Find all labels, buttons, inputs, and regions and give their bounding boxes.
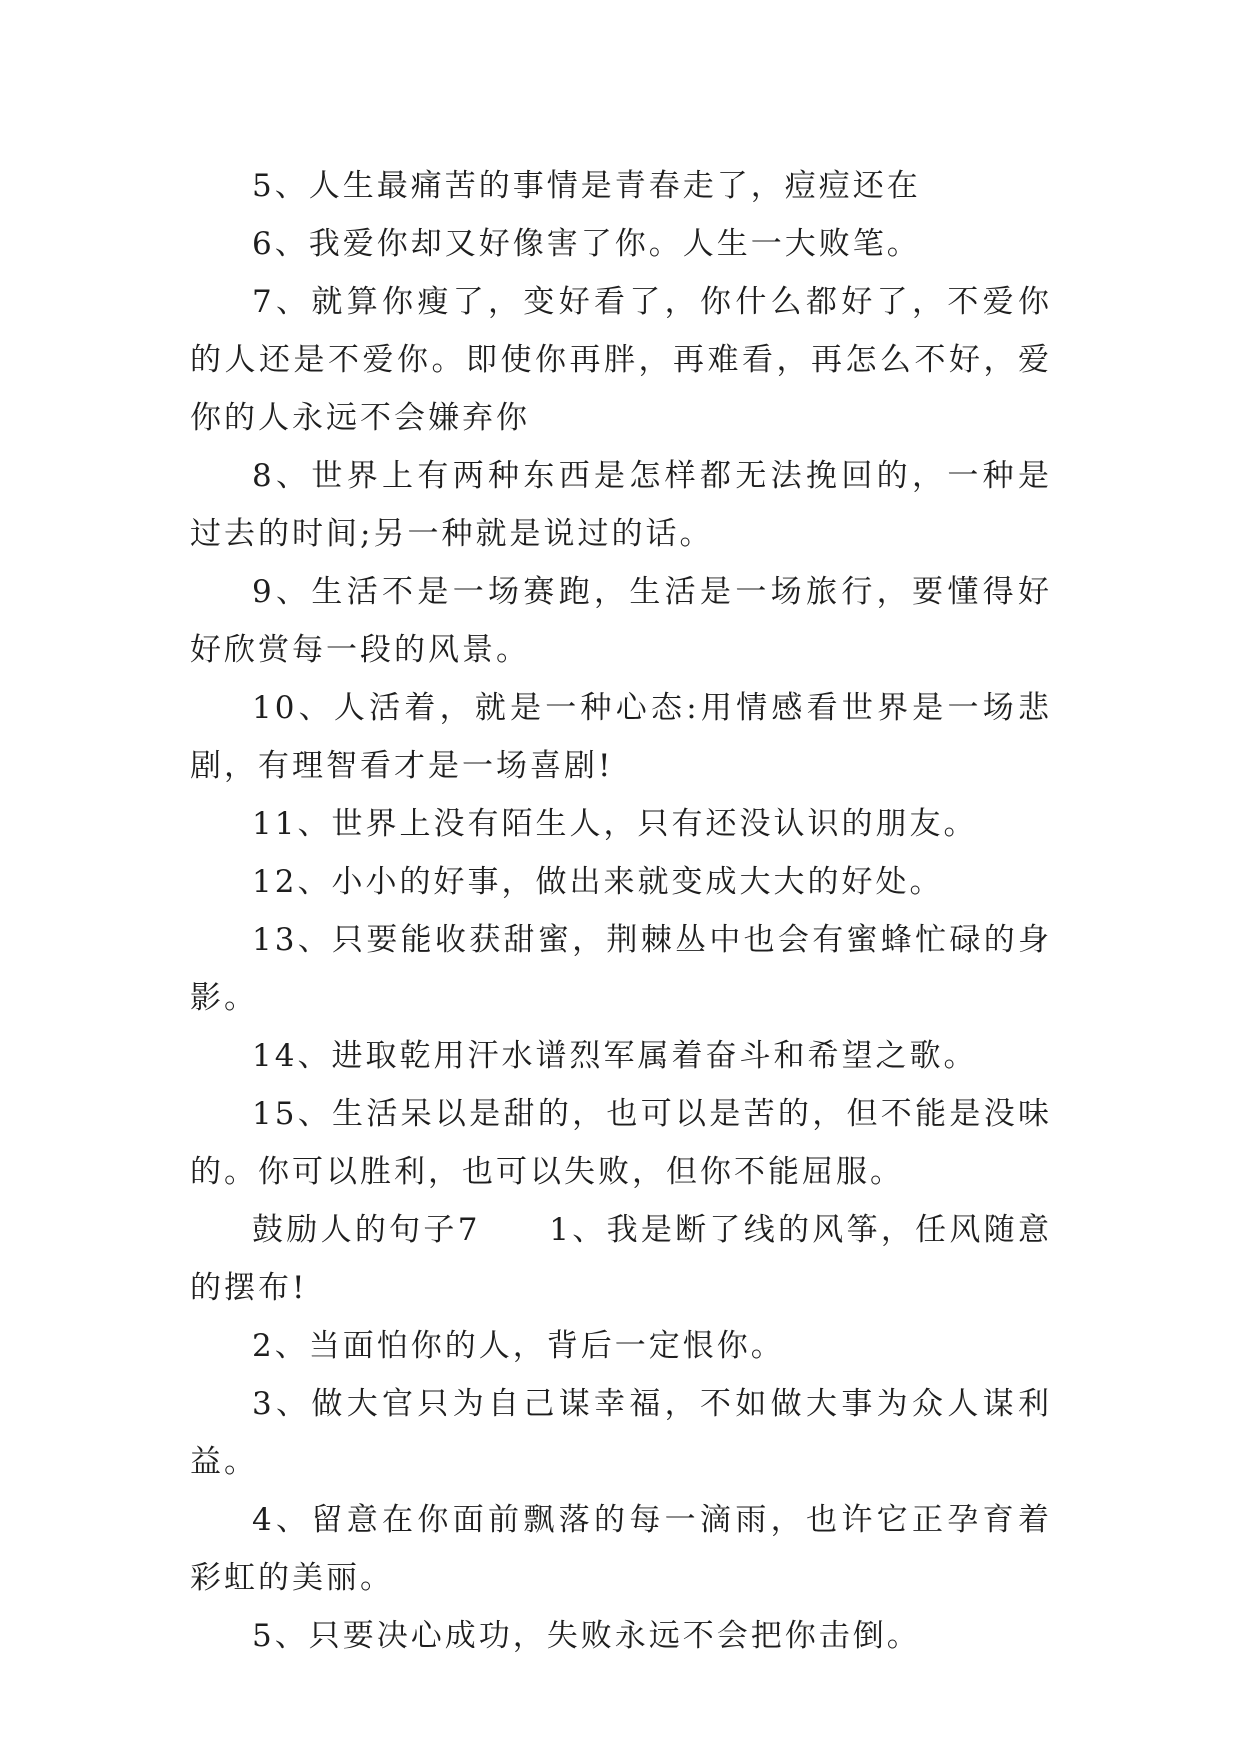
paragraph: 9、生活不是一场赛跑，生活是一场旅行，要懂得好好欣赏每一段的风景。: [190, 574, 1052, 668]
paragraph: 12、小小的好事，做出来就变成大大的好处。: [252, 864, 944, 900]
paragraph: 7、就算你瘦了，变好看了，你什么都好了，不爱你的人还是不爱你。即使你再胖，再难看，再怎么不好，爱你的人永远不会嫌弃你: [190, 284, 1052, 436]
paragraph: 4、留意在你面前飘落的每一滴雨，也许它正孕育着彩虹的美丽。: [190, 1502, 1052, 1596]
paragraph: 5、人生最痛苦的事情是青春走了，痘痘还在: [252, 168, 921, 204]
paragraph: 3、做大官只为自己谋幸福，不如做大事为众人谋利益。: [190, 1386, 1052, 1480]
paragraph: 10、人活着，就是一种心态:用情感看世界是一场悲剧，有理智看才是一场喜剧!: [190, 690, 1052, 784]
paragraph: 5、只要决心成功，失败永远不会把你击倒。: [252, 1618, 921, 1654]
paragraph: 8、世界上有两种东西是怎样都无法挽回的，一种是过去的时间;另一种就是说过的话。: [190, 458, 1052, 552]
paragraph: 14、进取乾用汗水谱烈军属着奋斗和希望之歌。: [252, 1038, 978, 1074]
paragraph: 15、生活呆以是甜的，也可以是苦的，但不能是没味的。你可以胜利，也可以失败，但你不能屈服。: [190, 1096, 1052, 1190]
paragraph: 6、我爱你却又好像害了你。人生一大败笔。: [252, 226, 921, 262]
document-body: [190, 157, 1052, 1665]
paragraph: 2、当面怕你的人，背后一定恨你。: [252, 1328, 785, 1364]
paragraph: 13、只要能收获甜蜜，荆棘丛中也会有蜜蜂忙碌的身影。: [190, 922, 1052, 1016]
section-heading-paragraph: 鼓励人的句子7 1、我是断了线的风筝，任风随意的摆布!: [190, 1212, 1052, 1306]
paragraph: 11、世界上没有陌生人，只有还没认识的朋友。: [252, 806, 978, 842]
